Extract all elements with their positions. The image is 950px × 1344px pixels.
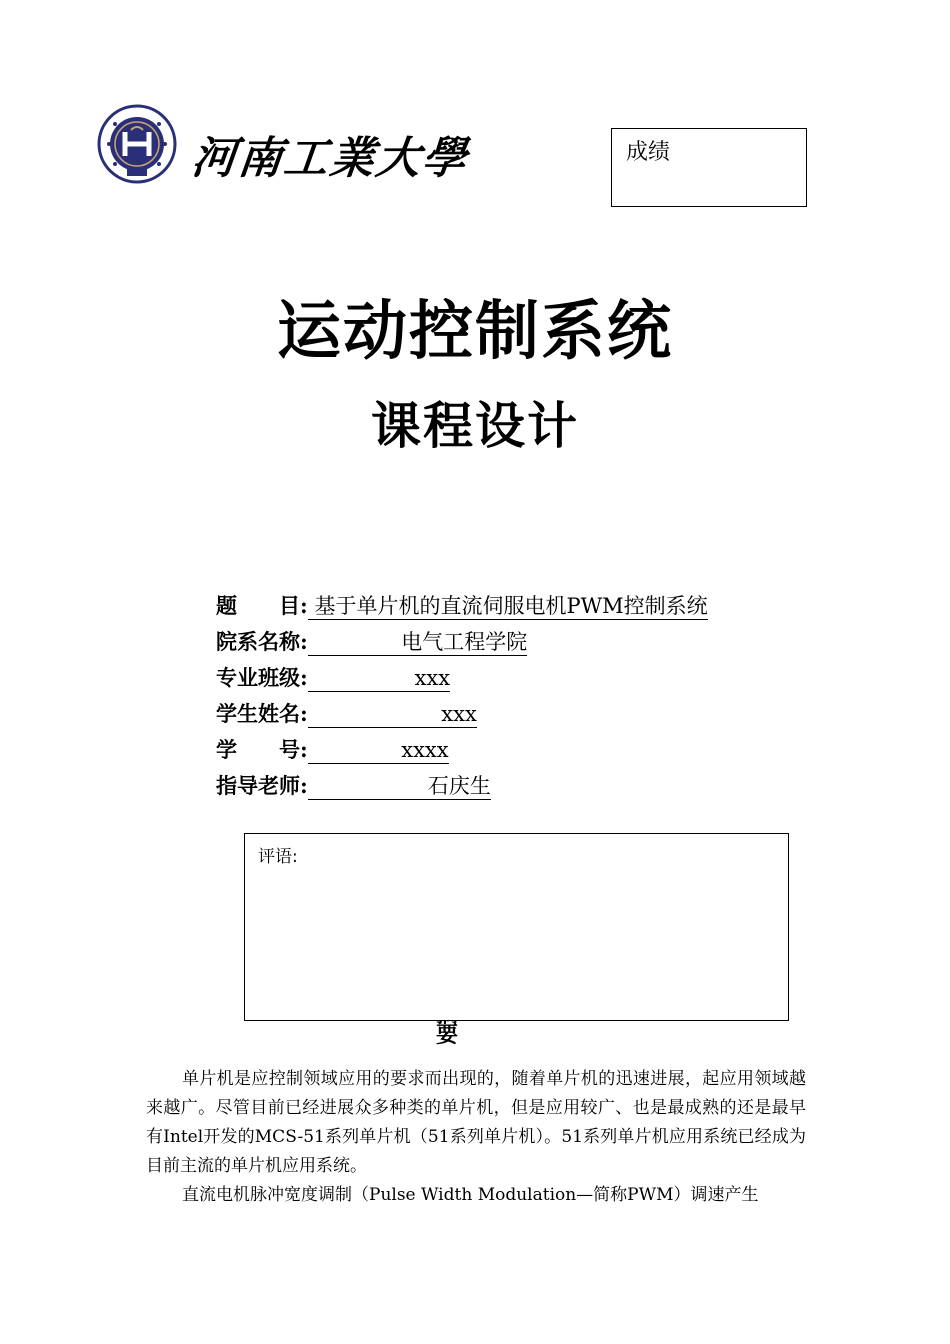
abstract-heading: 要 [436, 1023, 485, 1048]
field-value: 基于单片机的直流伺服电机PWM控制系统 [307, 594, 708, 618]
score-label: 成绩 [626, 140, 671, 165]
field-value: xxx [307, 702, 477, 726]
field-value: 石庆生 [307, 774, 491, 798]
field-department [216, 626, 527, 658]
paragraph: 单片机是应控制领域应用的要求而出现的，随着单片机的迅速进展，起应用领域越来越广。尽管目前已经进展众多种类的单片机，但是应用较广、也是最成熟的还是最早有Intel开发的MCS-51系列单片机（51系列单片机）。51系列单片机应用系统已经成为目前主流的单片机应用系统。 [146, 1069, 806, 1176]
field-value: xxx [307, 666, 451, 690]
field-topic [216, 590, 708, 622]
field-value: 电气工程学院 [307, 630, 528, 654]
field-label: 题 目: [216, 593, 308, 618]
page-subtitle: 课程设计 [371, 397, 579, 455]
field-label: 学生姓名: [216, 701, 308, 726]
field-student-name [216, 698, 477, 730]
university-name: 河南工業大學 [189, 133, 471, 184]
field-label: 指导老师: [216, 773, 308, 798]
paragraph: 直流电机脉冲宽度调制（Pulse Width Modulation—简称PWM）调速产生 [182, 1185, 759, 1205]
field-label: 专业班级: [216, 665, 308, 690]
field-label: 院系名称: [216, 629, 308, 654]
abstract-body [146, 1065, 806, 1210]
field-label: 学 号: [216, 737, 308, 762]
field-advisor [216, 770, 491, 802]
comment-label: 评语: [258, 847, 298, 867]
field-student-id [216, 734, 449, 766]
comment-box [244, 833, 789, 1021]
field-value: xxxx [307, 738, 449, 762]
field-class [216, 662, 450, 694]
page-title: 运动控制系统 [277, 295, 673, 369]
university-seal-icon [97, 104, 177, 184]
score-box [611, 128, 807, 207]
